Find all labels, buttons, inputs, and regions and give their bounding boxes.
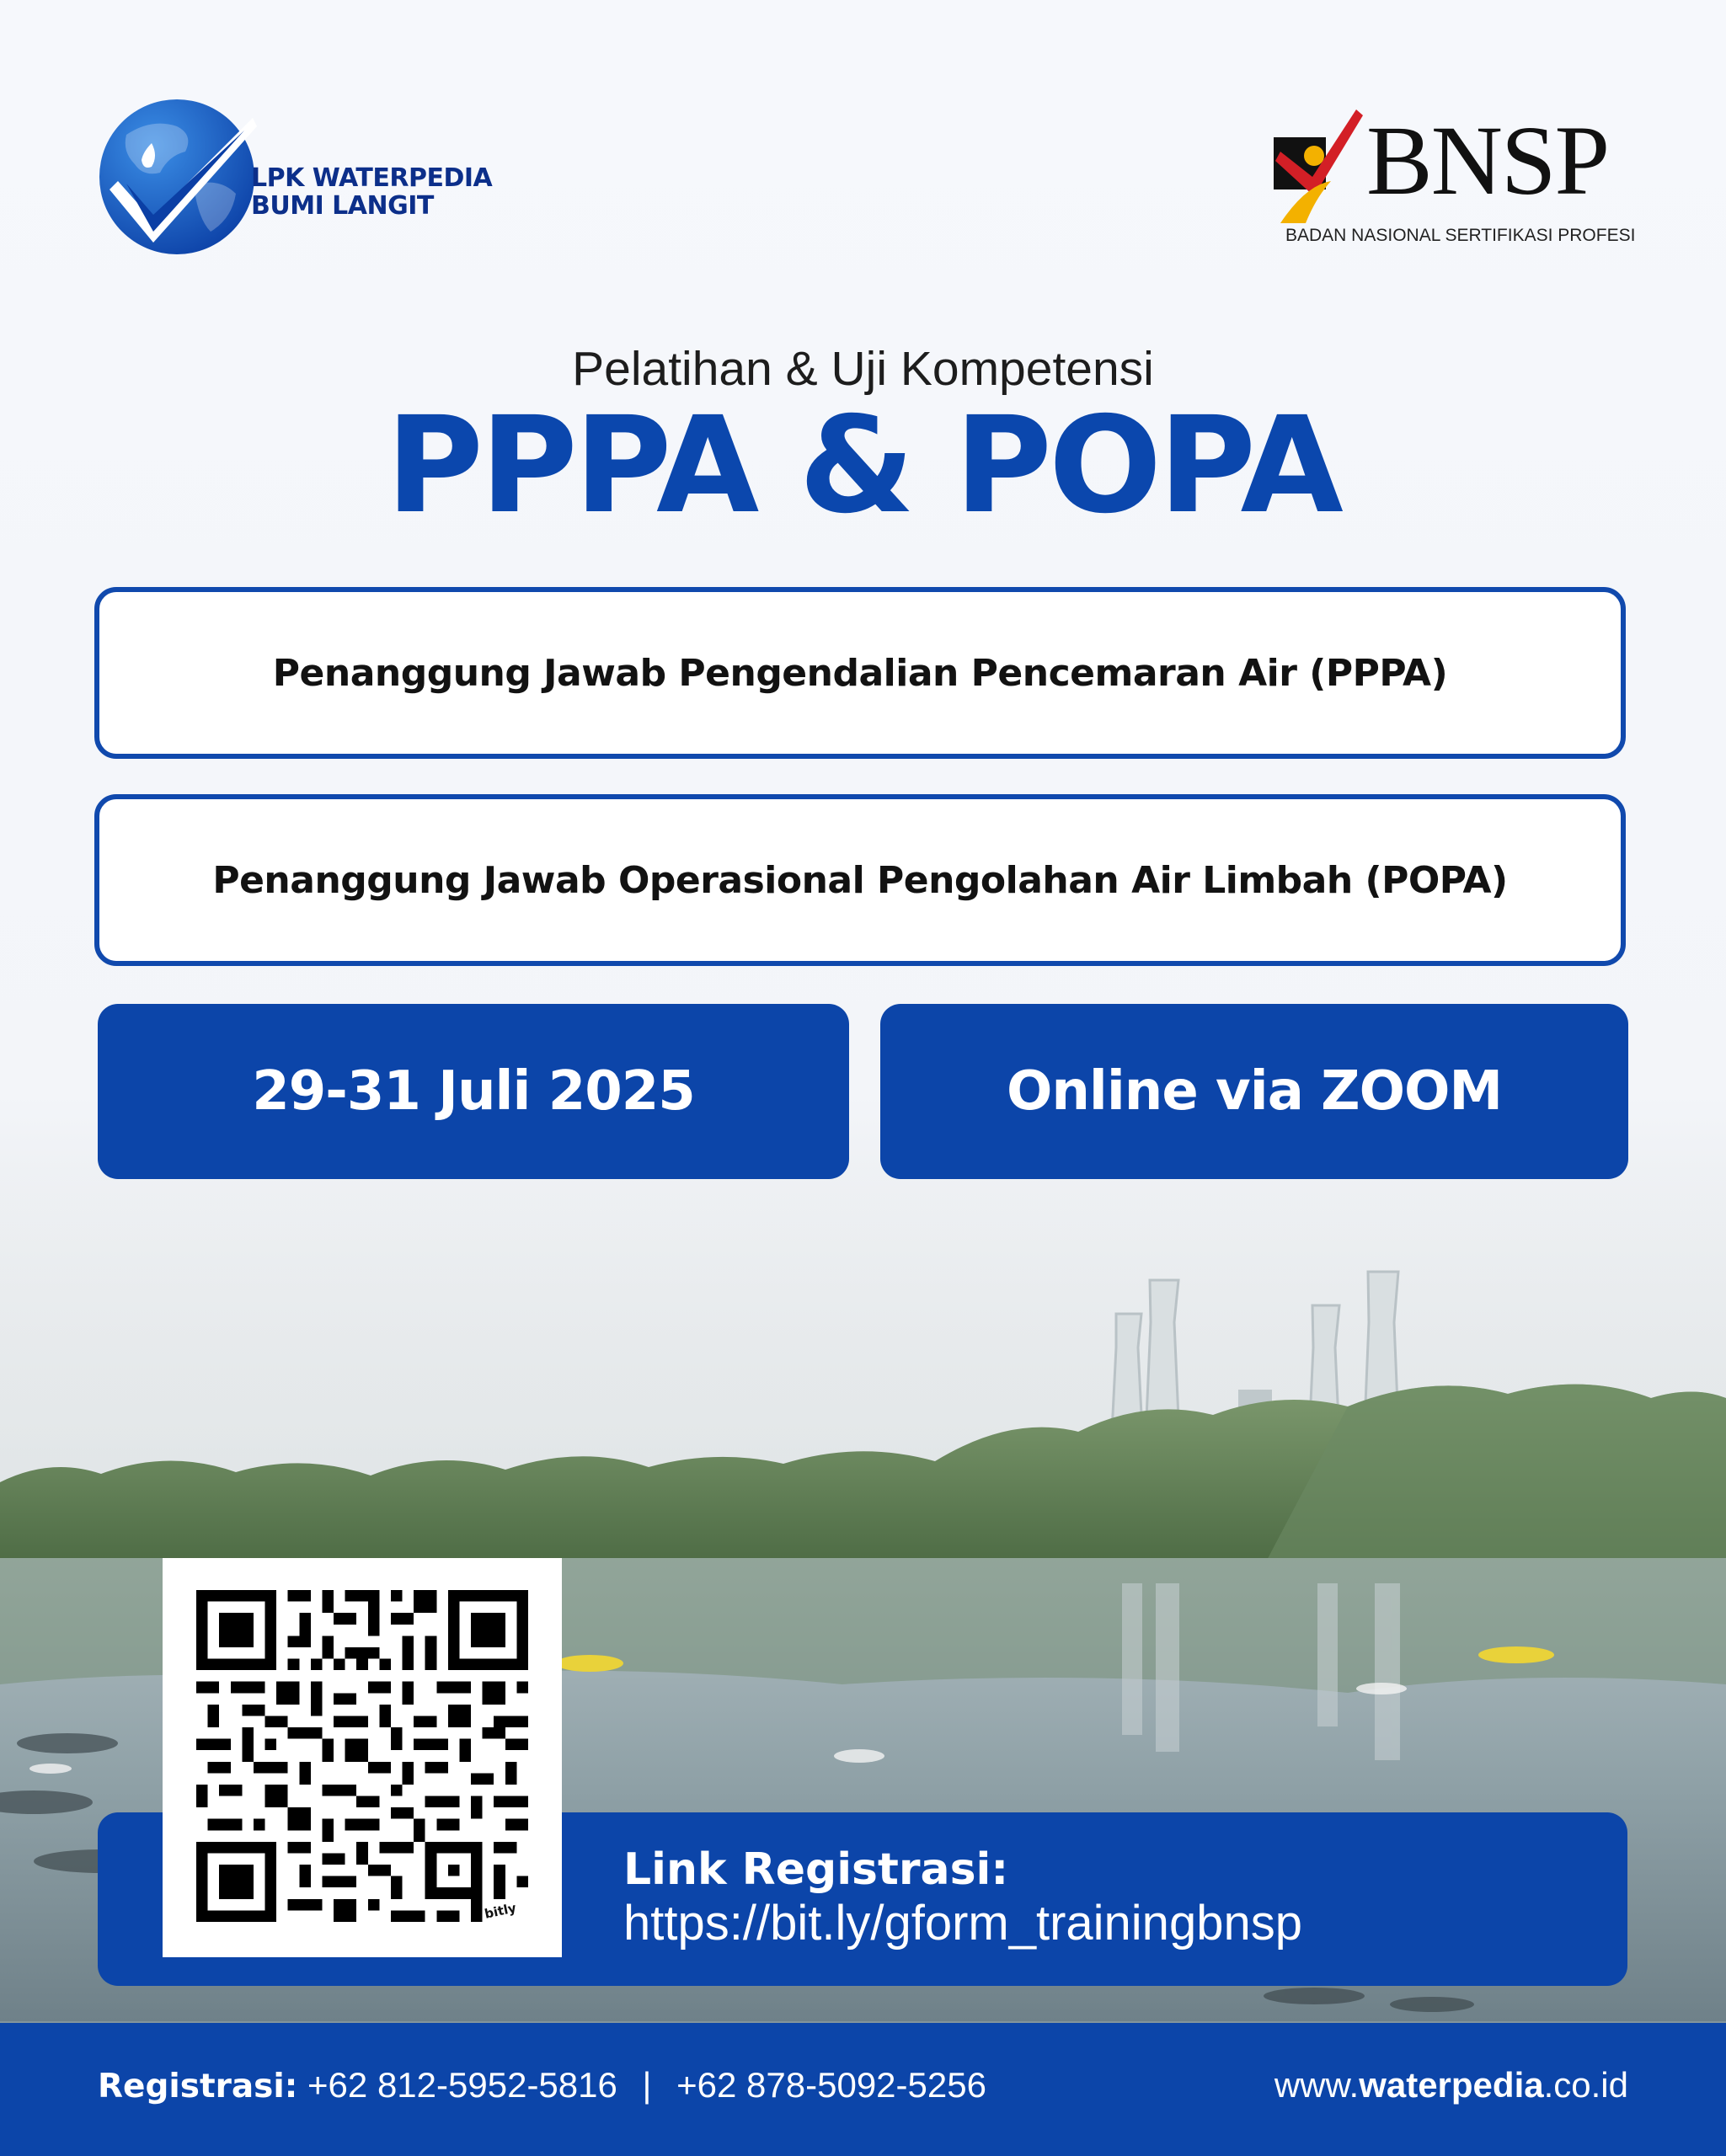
headline-subtitle: Pelatihan & Uji Kompetensi	[572, 342, 1154, 396]
bnsp-emblem-icon	[1272, 105, 1365, 227]
lpk-logo-text	[251, 164, 492, 220]
bnsp-wordmark: BNSP	[1366, 105, 1609, 216]
event-mode-badge: Online via ZOOM	[880, 1004, 1628, 1179]
footer-website-link[interactable]	[1274, 2065, 1628, 2105]
program-box-popa: Penanggung Jawab Operasional Pengolahan Air Limbah (POPA)	[94, 794, 1626, 966]
bnsp-subtitle: BADAN NASIONAL SERTIFIKASI PROFESI	[1285, 226, 1636, 245]
footer-site-suffix: .co.id	[1543, 2065, 1628, 2105]
footer-site-bold: waterpedia	[1359, 2065, 1544, 2105]
event-date-badge: 29-31 Juli 2025	[98, 1004, 849, 1179]
footer-separator: |	[642, 2065, 652, 2105]
footer-phone-2[interactable]: +62 878-5092-5256	[676, 2065, 986, 2105]
program-box-pppa: Penanggung Jawab Pengendalian Pencemaran Air (PPPA)	[94, 587, 1626, 759]
footer-phone-1[interactable]: +62 812-5952-5816	[307, 2065, 617, 2105]
footer-contact-label: Registrasi:	[98, 2068, 298, 2105]
footer-site-prefix: www.	[1274, 2065, 1360, 2105]
qr-code-card[interactable]	[163, 1558, 562, 1957]
footer-contacts	[98, 2065, 986, 2105]
qr-brand-label: bitly	[483, 1900, 518, 1922]
lpk-logo-line2: BUMI LANGIT	[251, 191, 434, 221]
registration-label: Link Registrasi:	[623, 1844, 1009, 1895]
lpk-logo-line1: LPK WATERPEDIA	[251, 163, 493, 193]
qr-code	[196, 1590, 528, 1922]
headline-title: PPPA & POPA	[386, 388, 1340, 543]
registration-link[interactable]: https://bit.ly/gform_trainingbnsp	[623, 1896, 1302, 1951]
globe-check-icon	[93, 93, 261, 261]
